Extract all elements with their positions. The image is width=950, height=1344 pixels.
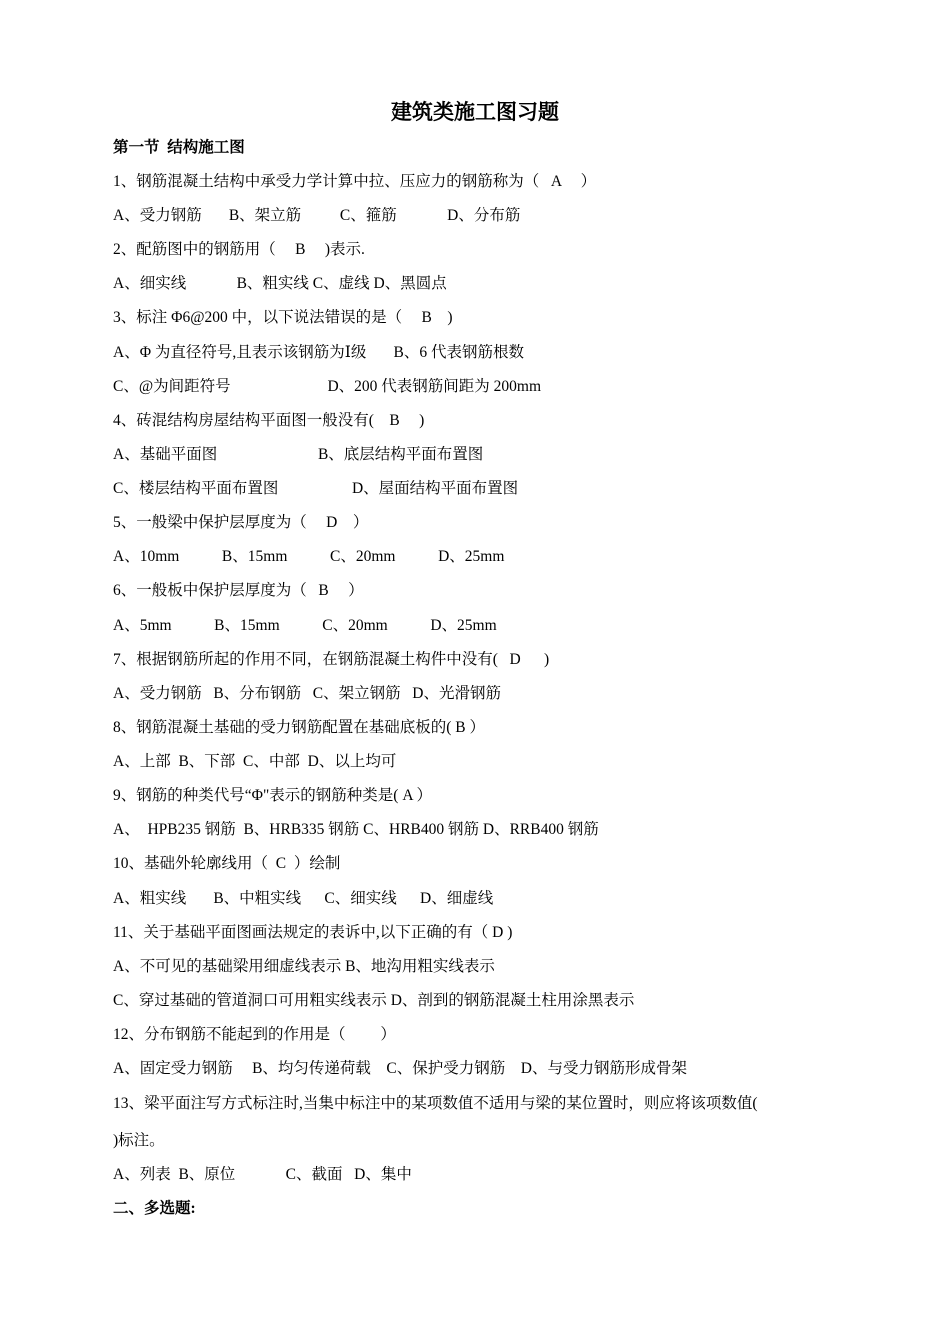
question-6: 6、一般板中保护层厚度为（ B ） [113, 582, 364, 599]
question-3: 3、标注 Φ6@200 中，以下说法错误的是（ B ) [113, 309, 453, 326]
question-4: 4、砖混结构房屋结构平面图一般没有( B ) [113, 412, 425, 429]
options-13: A、列表 B、原位 C、截面 D、集中 [113, 1166, 412, 1183]
options-8: A、上部 B、下部 C、中部 D、以上均可 [113, 753, 397, 770]
options-10: A、粗实线 B、中粗实线 C、细实线 D、细虚线 [113, 890, 494, 907]
section-heading: 第一节 结构施工图 [113, 139, 245, 156]
options-12: A、固定受力钢筋 B、均匀传递荷载 C、保护受力钢筋 D、与受力钢筋形成骨架 [113, 1060, 687, 1077]
document-title: 建筑类施工图习题 [391, 100, 559, 124]
question-13: 13、梁平面注写方式标注时,当集中标注中的某项数值不适用与梁的某位置时，则应将该项数值( [113, 1095, 758, 1112]
question-9: 9、钢筋的种类代号“Φ"表示的钢筋种类是( A ） [113, 787, 433, 804]
options-9: A、 HPB235 钢筋 B、HRB335 钢筋 C、HRB400 钢筋 D、RRB400 钢筋 [113, 821, 599, 838]
options-5: A、10mm B、15mm C、20mm D、25mm [113, 548, 505, 565]
options-4b: C、楼层结构平面布置图 D、屋面结构平面布置图 [113, 480, 519, 497]
question-7: 7、根据钢筋所起的作用不同，在钢筋混凝土构件中没有( D ) [113, 651, 550, 668]
options-4a: A、基础平面图 B、底层结构平面布置图 [113, 446, 484, 463]
options-11b: C、穿过基础的管道洞口可用粗实线表示 D、剖到的钢筋混凝土柱用涂黑表示 [113, 992, 635, 1009]
question-13-continued: )标注。 [113, 1132, 165, 1149]
options-11a: A、不可见的基础梁用细虚线表示 B、地沟用粗实线表示 [113, 958, 495, 975]
question-5: 5、一般梁中保护层厚度为（ D ） [113, 514, 369, 531]
question-2: 2、配筋图中的钢筋用（ B )表示. [113, 241, 365, 258]
subsection-heading: 二、多选题: [113, 1200, 196, 1217]
question-11: 11、关于基础平面图画法规定的表诉中,以下正确的有（ D ) [113, 924, 513, 941]
options-1: A、受力钢筋 B、架立筋 C、箍筋 D、分布筋 [113, 207, 521, 224]
options-2: A、细实线 B、粗实线 C、虚线 D、黑圆点 [113, 275, 447, 292]
question-8: 8、钢筋混凝土基础的受力钢筋配置在基础底板的( B ） [113, 719, 486, 736]
question-10: 10、基础外轮廓线用（ C ）绘制 [113, 855, 341, 872]
question-1: 1、钢筋混凝土结构中承受力学计算中拉、压应力的钢筋称为（ A ） [113, 173, 597, 190]
options-3a: A、Φ 为直径符号,且表示该钢筋为Ⅰ级 B、6 代表钢筋根数 [113, 344, 524, 361]
options-6: A、5mm B、15mm C、20mm D、25mm [113, 617, 497, 634]
options-3b: C、@为间距符号 D、200 代表钢筋间距为 200mm [113, 378, 542, 395]
options-7: A、受力钢筋 B、分布钢筋 C、架立钢筋 D、光滑钢筋 [113, 685, 501, 702]
question-12: 12、分布钢筋不能起到的作用是（ ） [113, 1026, 396, 1043]
